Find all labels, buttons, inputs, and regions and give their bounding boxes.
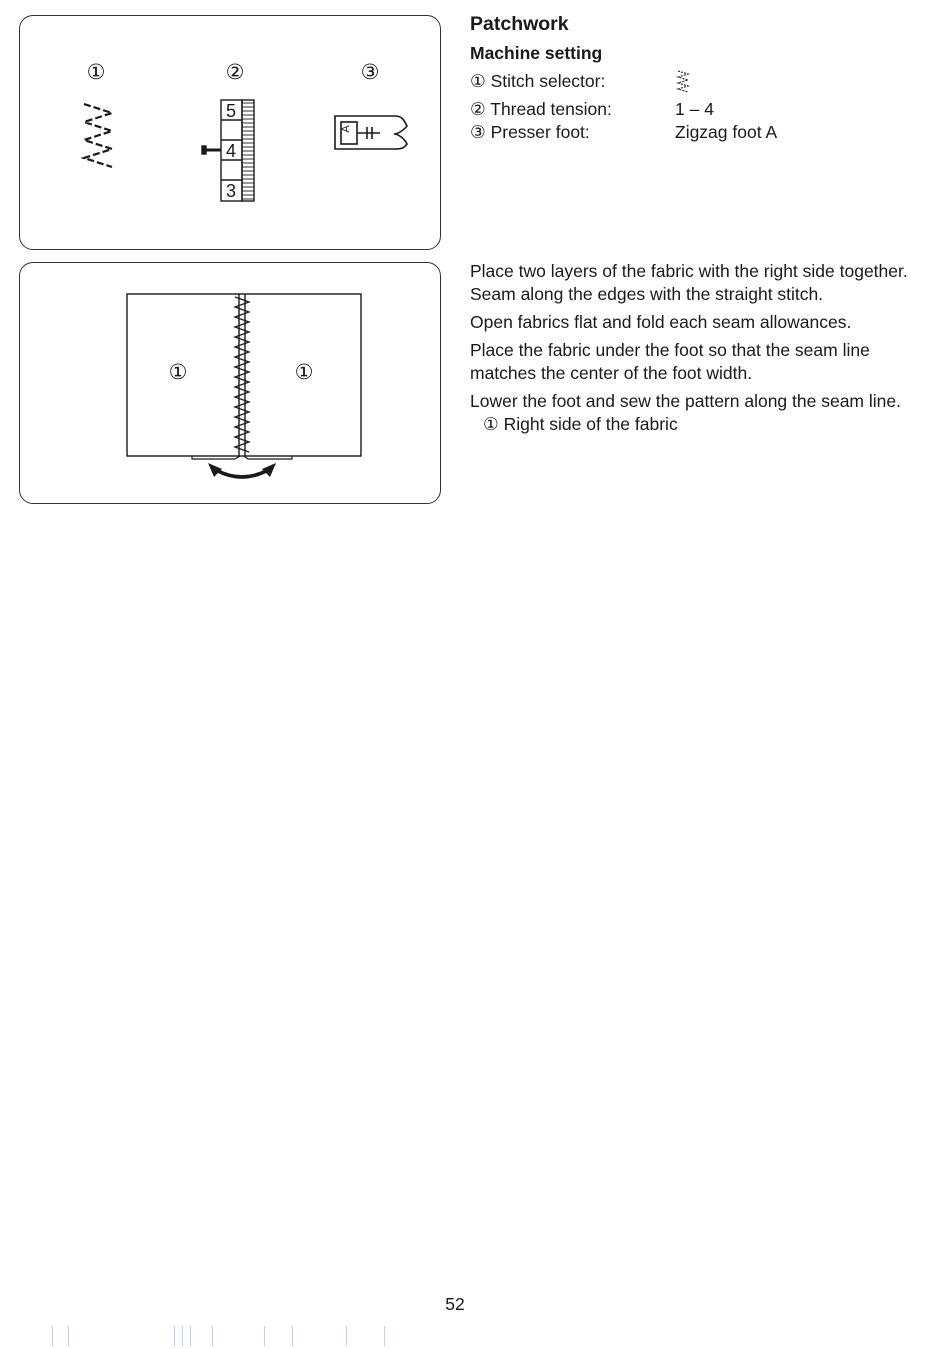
thread-tension-label: ② Thread tension: <box>470 99 612 119</box>
stitch-selector-marker: ① <box>86 61 106 84</box>
settings-diagram <box>20 16 442 251</box>
presser-foot-label: ③ Presser foot: <box>470 122 590 142</box>
thread-tension-marker: ② <box>225 61 245 84</box>
foot-letter: A <box>340 125 352 133</box>
instructions-section <box>470 260 910 436</box>
zigzag-stitch-value-icon <box>675 69 691 99</box>
thread-tension-value: 1 – 4 <box>675 99 714 119</box>
scan-mark <box>68 1326 69 1346</box>
zigzag-stitch-icon <box>84 104 112 167</box>
fabric-diagram <box>20 263 442 505</box>
fabric-rectangle <box>127 294 361 456</box>
scan-mark <box>52 1326 53 1346</box>
instruction-paragraph-4: Lower the foot and sew the pattern along the seam line. <box>470 391 901 411</box>
zigzag-stitch-small-icon <box>675 69 691 95</box>
dial-number-4: 4 <box>225 141 237 161</box>
scan-mark <box>264 1326 265 1346</box>
machine-setting-heading: Machine setting <box>470 43 603 63</box>
scan-mark <box>384 1326 385 1346</box>
scan-mark <box>346 1326 347 1346</box>
instruction-paragraph-3: Place the fabric under the foot so that the seam line matches the center of the foot width. <box>470 340 870 383</box>
fabric-diagram-panel <box>19 262 441 504</box>
scan-mark <box>292 1326 293 1346</box>
presser-foot-marker: ③ <box>360 61 380 84</box>
instruction-paragraph-1: Place two layers of the fabric with the right side together. Seam along the edges with the straight stitch. <box>470 261 908 304</box>
instruction-paragraph-2: Open fabrics flat and fold each seam allowances. <box>470 312 852 332</box>
figure-caption: ① Right side of the fabric <box>483 414 678 434</box>
scan-mark <box>182 1326 183 1346</box>
machine-setting-section <box>470 15 910 150</box>
settings-diagram-panel <box>19 15 441 250</box>
dial-number-5: 5 <box>225 101 237 121</box>
curved-arrow-icon <box>208 463 276 477</box>
right-side-label-right: ① <box>294 361 314 384</box>
scan-mark <box>212 1326 213 1346</box>
presser-foot-value: Zigzag foot A <box>675 122 778 142</box>
stitch-selector-label: ① Stitch selector: <box>470 71 606 91</box>
dial-number-3: 3 <box>225 181 237 201</box>
page-number: 52 <box>445 1294 465 1314</box>
page-title: Patchwork <box>470 13 569 35</box>
scan-mark <box>190 1326 191 1346</box>
scan-mark <box>174 1326 175 1346</box>
right-side-label-left: ① <box>168 361 188 384</box>
